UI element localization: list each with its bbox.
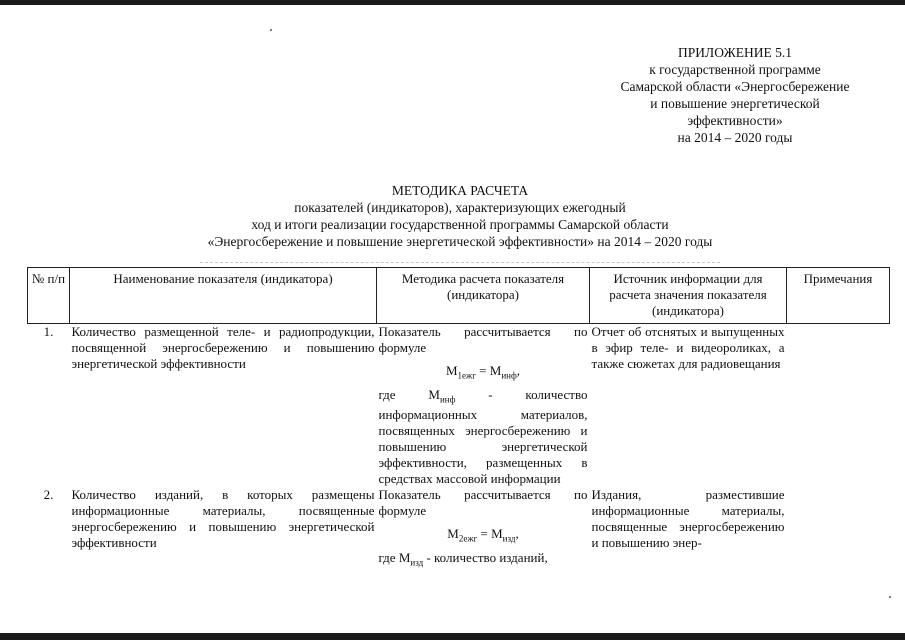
title-main: МЕТОДИКА РАСЧЕТА <box>391 183 529 198</box>
method-description: где $M_{изд}$ - количество изданий, <box>378 549 548 568</box>
row-name: Количество размещенной теле- и радиопродукции, посвященной энергосбережению и повышению энергетической эффективности <box>71 324 375 371</box>
header-name: Наименование показателя (индикатора) <box>70 268 377 324</box>
row-source: Издания, разместившие информационные материалы, посвященные энергосбережению и повышению энер- <box>591 487 785 551</box>
header-method: Методика расчета показателя (индикатора) <box>377 268 590 324</box>
row-num: 2. <box>43 487 54 503</box>
row-source: Отчет об отснятых и выпущенных в эфир теле- и видеороликах, а также сюжетах для радиовещания <box>591 324 785 371</box>
header-notes: Примечания <box>787 268 890 324</box>
header-num: № п/п <box>28 268 70 324</box>
appendix-header <box>600 44 870 146</box>
scan-top-border <box>0 0 905 5</box>
scan-speck <box>889 596 891 598</box>
row-name: Количество изданий, в которых размещены информационные материалы, посвященные энергосбережению и повышению энергетической эффективности <box>71 487 375 551</box>
title-subline: ход и итоги реализации государственной программы Самарской области <box>251 217 669 232</box>
scan-bottom-border <box>0 633 905 640</box>
method-intro: Показатель рассчитывается по формуле <box>378 324 588 355</box>
document-title <box>160 182 760 250</box>
table-row <box>28 487 890 570</box>
method-intro: Показатель рассчитывается по формуле <box>378 487 588 519</box>
row-notes <box>787 324 890 488</box>
appendix-line: на 2014 – 2020 годы <box>677 130 793 145</box>
scan-speck <box>270 29 272 31</box>
appendix-line: и повышение энергетической <box>650 96 820 111</box>
row-method <box>377 324 590 488</box>
header-source: Источник информации для расчета значения показателя (индикатора) <box>590 268 787 324</box>
method-formula: $M_{1ежг} = M_{инф}$, <box>445 363 521 381</box>
row-method <box>377 487 590 570</box>
appendix-line: к государственной программе <box>649 62 821 77</box>
table-row <box>28 324 890 488</box>
scan-dashed-line <box>200 262 720 263</box>
row-num: 1. <box>43 324 54 339</box>
table-header-row <box>28 268 890 324</box>
method-description: где $M_{инф}$ - количество информационных материалов, посвященных энергосбережению и повышению энергетической эффективности, размещенных в средствах массовой информации <box>378 386 588 487</box>
title-subline: «Энергосбережение и повышение энергетической эффективности» на 2014 – 2020 годы <box>207 234 713 249</box>
indicators-table <box>27 267 890 570</box>
row-notes <box>787 487 890 570</box>
appendix-line: эффективности» <box>687 113 783 128</box>
title-subline: показателей (индикаторов), характеризующих ежегодный <box>294 200 626 215</box>
appendix-line: ПРИЛОЖЕНИЕ 5.1 <box>678 45 792 60</box>
appendix-line: Самарской области «Энергосбережение <box>620 79 850 94</box>
method-formula: $M_{2ежг} = M_{изд}$, <box>447 526 519 544</box>
